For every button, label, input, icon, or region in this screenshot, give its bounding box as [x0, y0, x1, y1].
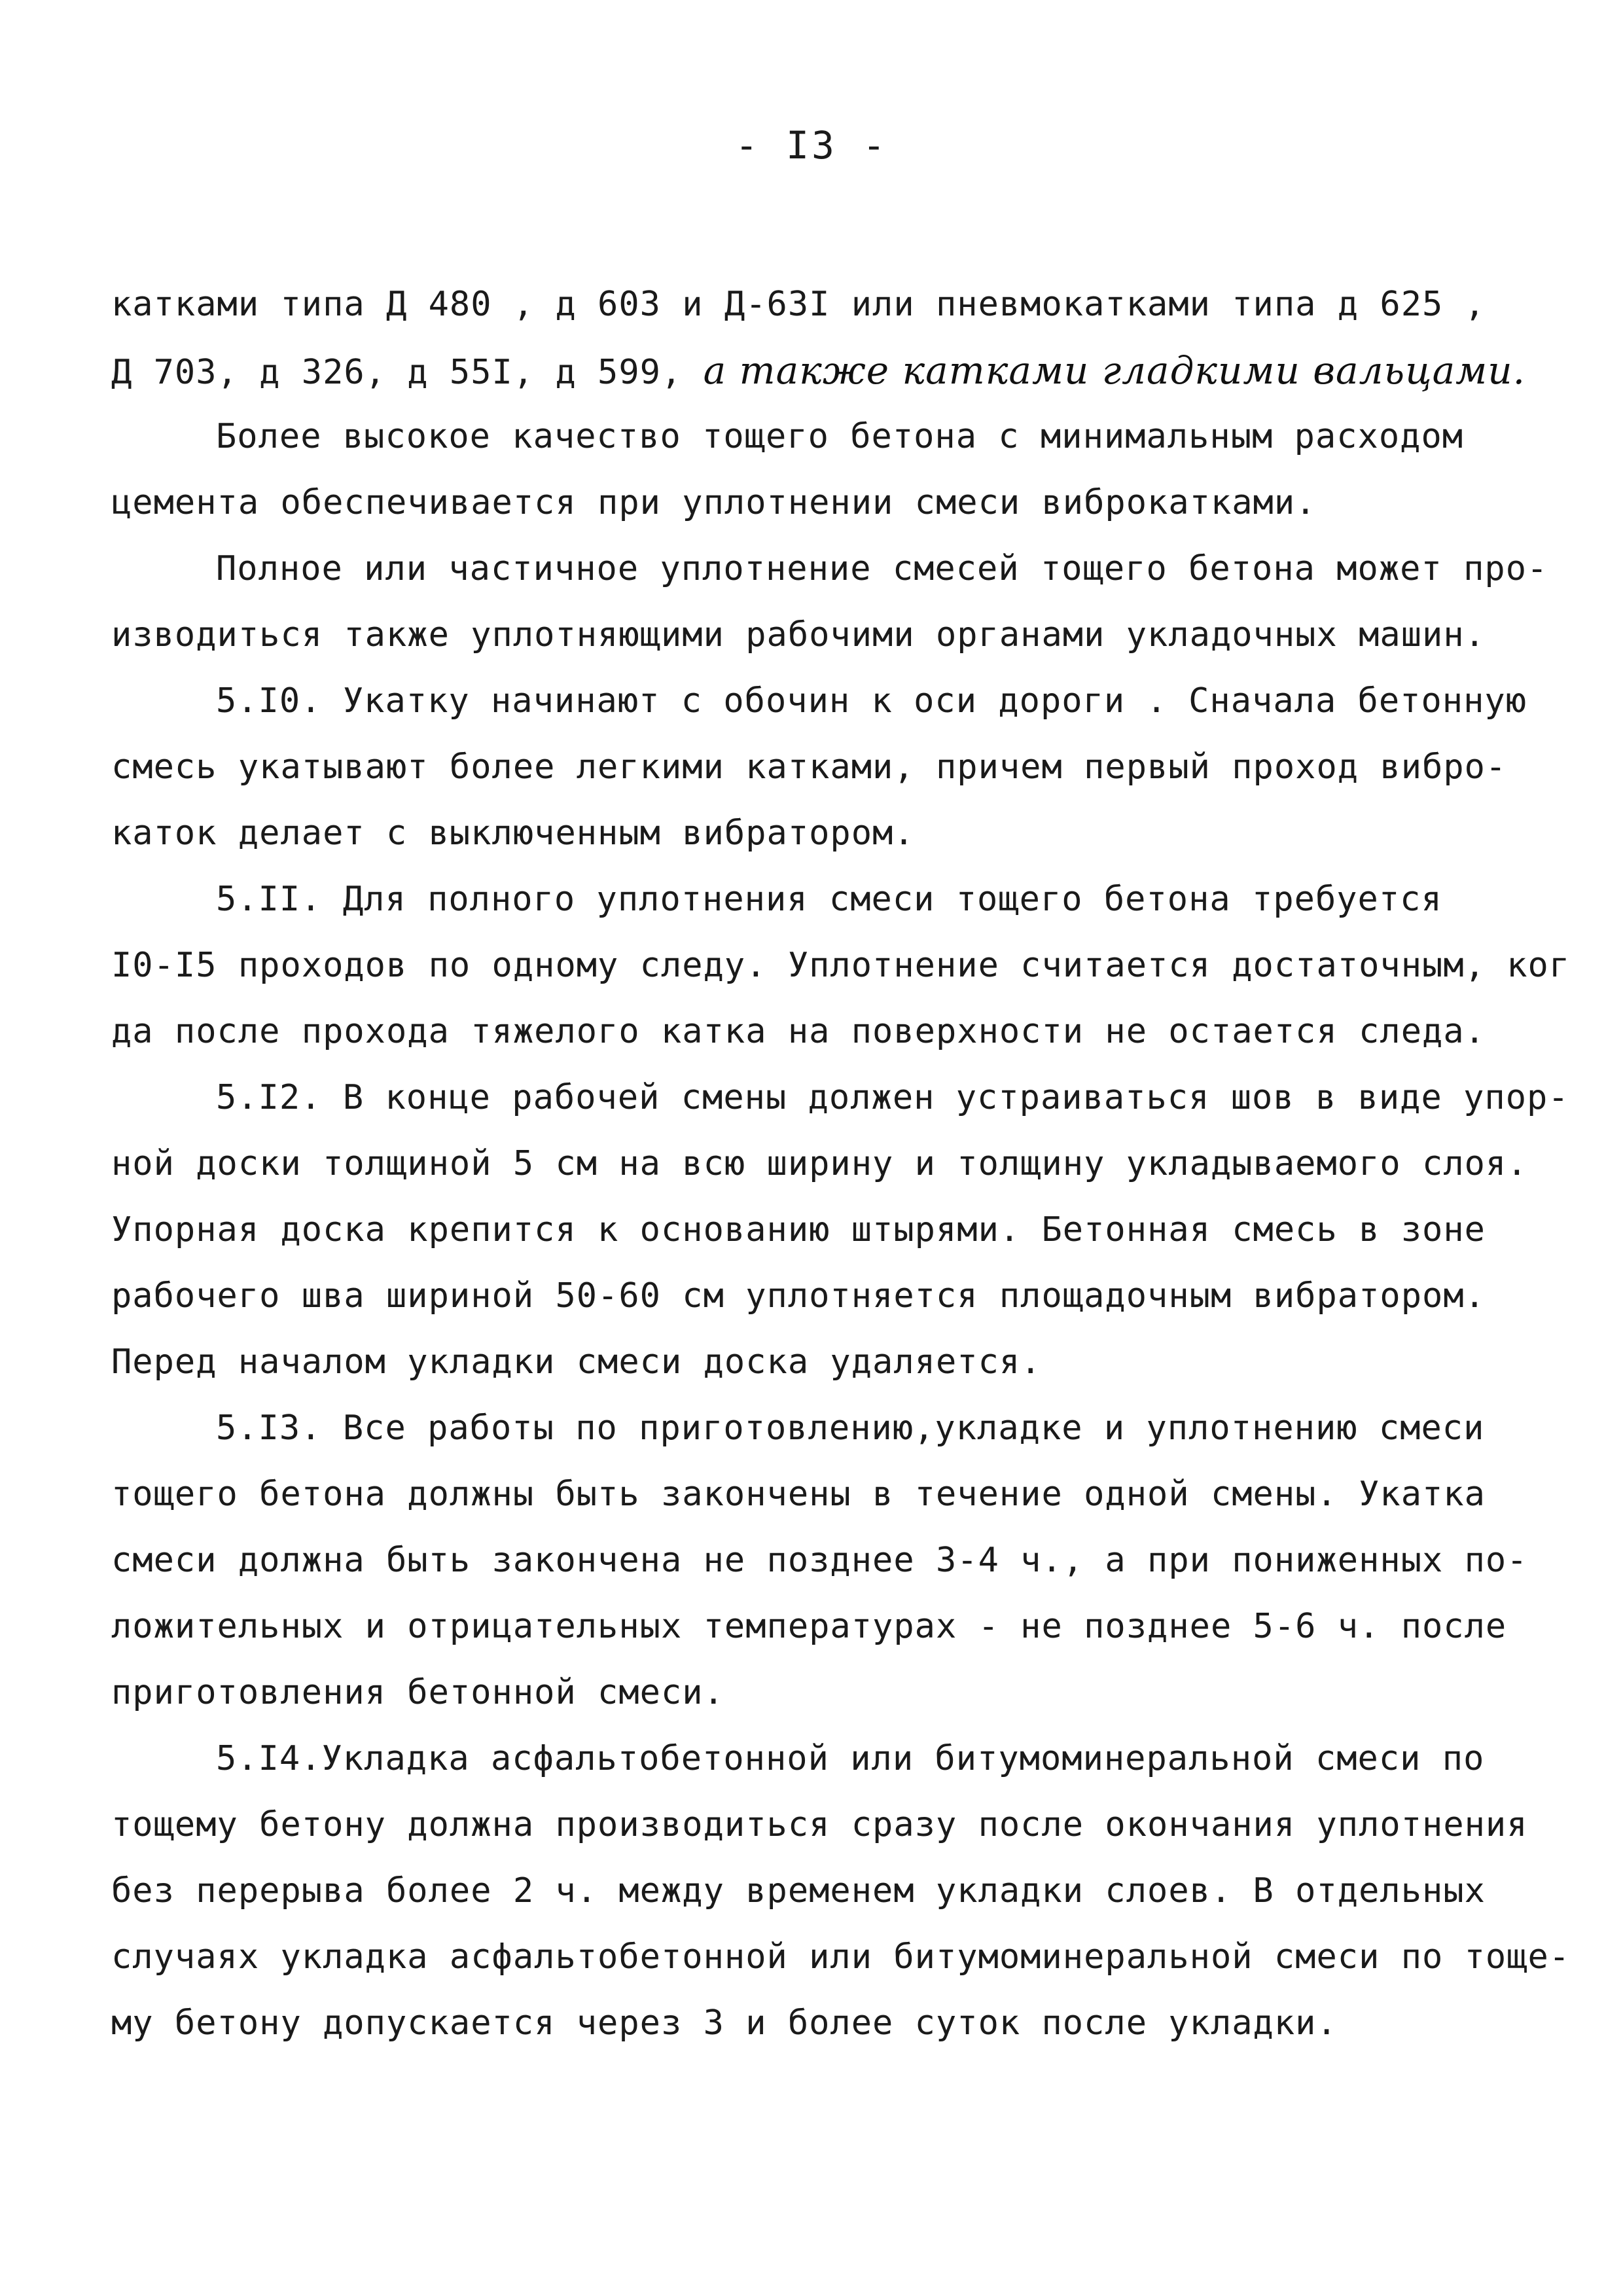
paragraph-start-line — [111, 536, 1548, 602]
line-text: Полное или частичное уплотнение смесей тощего бетона может про- — [216, 549, 1548, 588]
text-line — [111, 1990, 1525, 2056]
line-text: изводиться также уплотняющими рабочими органами укладочных машин. — [111, 615, 1486, 655]
line-text: 5.I0. Укатку начинают с обочин к оси дороги . Сначала бетонную — [216, 681, 1527, 721]
text-line — [111, 1594, 1525, 1660]
text-line — [111, 1924, 1571, 1990]
text-line — [111, 1131, 1528, 1197]
text-line — [111, 1858, 1525, 1924]
text-line — [111, 734, 1525, 800]
paragraph-start-line — [111, 1726, 1525, 1792]
paragraph-start-line — [111, 867, 1525, 933]
text-line — [111, 338, 1525, 404]
line-text: Более высокое качество тощего бетона с минимальным расходом — [216, 417, 1464, 456]
line-text: без перерыва более 2 ч. между временем укладки слоев. В отдельных — [111, 1871, 1486, 1910]
line-text: 5.I3. Все работы по приготовлению,укладке и уплотнению смеси — [216, 1408, 1485, 1448]
line-text: случаях укладка асфальтобетонной или битумоминеральной смеси по тоще- — [111, 1937, 1571, 1977]
text-line — [111, 1329, 1525, 1395]
line-text: приготовления бетонной смеси. — [111, 1673, 724, 1712]
line-text: 5.I2. В конце рабочей смены должен устраиваться шов в виде упор- — [216, 1078, 1569, 1117]
text-line — [111, 1792, 1528, 1858]
body-text — [111, 272, 1571, 2056]
line-text: му бетону допускается через 3 и более суток после укладки. — [111, 2003, 1338, 2043]
text-line — [111, 933, 1571, 999]
line-text: рабочего шва шириной 50-60 см уплотняется площадочным вибратором. — [111, 1276, 1486, 1316]
line-text: ложительных и отрицательных температурах - не позднее 5-6 ч. после — [111, 1607, 1507, 1646]
paragraph-start-line — [111, 668, 1525, 734]
paragraph-start-line — [111, 1065, 1569, 1131]
text-line — [111, 272, 1525, 338]
line-text: I0-I5 проходов по одному следу. Уплотнение считается достаточным, ког — [111, 946, 1571, 985]
line-text: смесь укатывают более легкими катками, причем первый проход вибро- — [111, 747, 1507, 787]
handwritten-insert: а также катками гладкими вальцами. — [703, 348, 1526, 393]
text-line — [111, 1660, 1525, 1726]
page-number: - I3 - — [735, 123, 888, 168]
line-text: каток делает с выключенным вибратором. — [111, 814, 915, 853]
line-text: Д 703, д 326, д 55I, д 599, — [111, 353, 683, 392]
line-text: Упорная доска крепится к основанию штырями. Бетонная смесь в зоне — [111, 1210, 1486, 1249]
text-line — [111, 1263, 1525, 1329]
text-line — [111, 800, 1525, 867]
line-text: ной доски толщиной 5 см на всю ширину и толщину укладываемого слоя. — [111, 1144, 1528, 1183]
line-text: тощего бетона должны быть закончены в течение одной смены. Укатка — [111, 1475, 1486, 1514]
text-line — [111, 999, 1525, 1065]
line-text: 5.II. Для полного уплотнения смеси тощего бетона требуется — [216, 880, 1442, 919]
line-text: Перед началом укладки смеси доска удаляется. — [111, 1342, 1042, 1382]
line-text: цемента обеспечивается при уплотнении смеси виброкатками. — [111, 483, 1317, 522]
line-text: катками типа Д 480 , д 603 и Д-63I или пневмокатками типа д 625 , — [111, 285, 1486, 324]
text-line — [111, 602, 1525, 668]
paragraph-start-line — [111, 404, 1525, 470]
text-line — [111, 1462, 1525, 1528]
line-text: смеси должна быть закончена не позднее 3-4 ч., а при пониженных по- — [111, 1541, 1528, 1580]
text-line — [111, 1197, 1525, 1263]
paragraph-start-line — [111, 1395, 1525, 1462]
line-text: 5.I4.Укладка асфальтобетонной или битумоминеральной смеси по — [216, 1739, 1485, 1778]
text-line — [111, 1528, 1528, 1594]
line-text: да после прохода тяжелого катка на поверхности не остается следа. — [111, 1012, 1486, 1051]
text-line — [111, 470, 1525, 536]
line-text: тощему бетону должна производиться сразу после окончания уплотнения — [111, 1805, 1528, 1844]
